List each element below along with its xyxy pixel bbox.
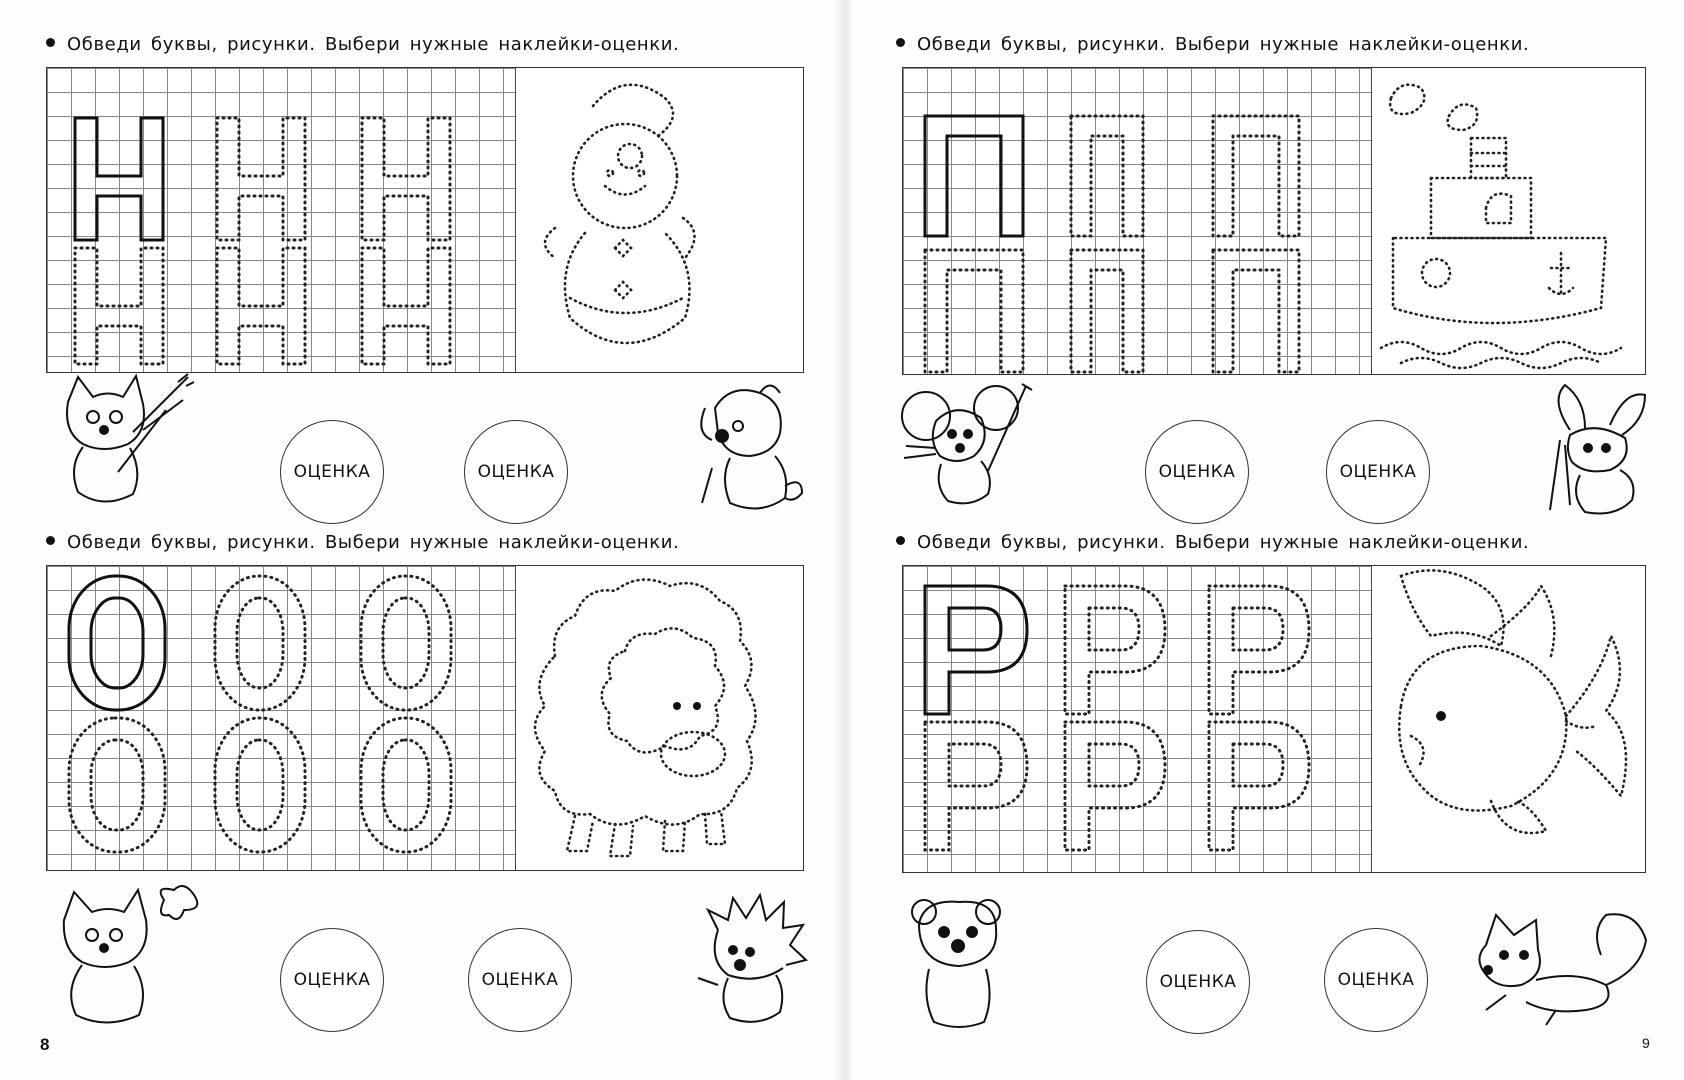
letter-p-dotted	[925, 250, 1023, 372]
grade-sticker-slot[interactable]: ОЦЕНКА	[280, 420, 384, 524]
letter-tracing-area[interactable]	[47, 68, 517, 372]
hedgehog-icon	[688, 890, 808, 1030]
letter-n-dotted	[217, 118, 305, 240]
bear-cub-mascot	[904, 894, 1014, 1039]
instruction-text: Обведи буквы, рисунки. Выбери нужные наклейки-оценки.	[46, 34, 679, 56]
instruction-text: Обведи буквы, рисунки. Выбери нужные наклейки-оценки.	[896, 34, 1529, 56]
letter-r-dotted	[925, 722, 1027, 850]
roly-poly-doll-picture[interactable]	[515, 68, 803, 372]
grade-sticker-slot[interactable]: ОЦЕНКА	[464, 420, 568, 524]
letter-p-dotted	[1213, 250, 1299, 372]
hedgehog-mascot	[688, 890, 808, 1035]
letter-o-dotted	[361, 576, 451, 710]
letter-tracing-area[interactable]	[47, 566, 517, 870]
grade-sticker-slot[interactable]: ОЦЕНКА	[468, 928, 572, 1032]
page-number-left: 8	[40, 1035, 50, 1054]
kitten-icon	[48, 372, 198, 512]
letter-p-solid	[925, 116, 1023, 236]
letter-r-dotted	[1209, 586, 1309, 714]
fish-picture[interactable]	[1371, 566, 1645, 872]
page-number-right: 9	[1642, 1035, 1650, 1051]
letter-p-dotted	[1213, 116, 1299, 236]
steamboat-picture[interactable]	[1371, 68, 1645, 374]
bullet-icon	[896, 536, 905, 545]
bunny-with-carrot-mascot	[1540, 380, 1660, 525]
letter-r-dotted	[1209, 722, 1309, 850]
grade-sticker-slot[interactable]: ОЦЕНКА	[1324, 928, 1428, 1032]
letter-o-dotted	[69, 718, 165, 852]
puppy-with-pencil-mascot	[690, 378, 810, 523]
instruction-text: Обведи буквы, рисунки. Выбери нужные наклейки-оценки.	[896, 532, 1529, 554]
letter-n-dotted	[217, 248, 305, 364]
letter-p-dotted	[1071, 250, 1143, 372]
letter-tracing-area[interactable]	[903, 566, 1373, 872]
tracing-panel	[46, 67, 804, 373]
grade-sticker-slot[interactable]: ОЦЕНКА	[1146, 930, 1250, 1034]
kitten-with-butterfly-mascot	[44, 880, 204, 1035]
instruction-text: Обведи буквы, рисунки. Выбери нужные наклейки-оценки.	[46, 532, 679, 554]
bullet-icon	[46, 38, 55, 47]
grade-sticker-slot[interactable]: ОЦЕНКА	[1326, 420, 1430, 524]
letter-o-dotted	[215, 718, 305, 852]
letter-r-solid	[925, 586, 1027, 714]
grade-sticker-slot[interactable]: ОЦЕНКА	[1145, 420, 1249, 524]
mouse-with-brush-mascot	[896, 376, 1036, 521]
fox-cub-mascot	[1466, 900, 1656, 1035]
kitten-icon	[44, 880, 204, 1030]
book-gutter	[835, 0, 853, 1080]
sheep-picture[interactable]	[515, 566, 803, 870]
letter-o-dotted	[215, 576, 305, 710]
letter-r-dotted	[1065, 722, 1165, 850]
grade-sticker-slot[interactable]: ОЦЕНКА	[280, 928, 384, 1032]
fox-cub-icon	[1466, 900, 1656, 1030]
letter-r-dotted	[1065, 586, 1165, 714]
bullet-icon	[46, 536, 55, 545]
letter-p-dotted	[1071, 116, 1143, 236]
tracing-panel	[902, 67, 1646, 375]
letter-n-dotted	[362, 248, 450, 364]
kitten-with-carrot-mascot	[48, 372, 198, 517]
letter-tracing-area[interactable]	[903, 68, 1373, 374]
puppy-icon	[690, 378, 810, 518]
letter-o-solid	[69, 576, 165, 710]
mouse-icon	[896, 376, 1036, 516]
tracing-panel	[902, 565, 1646, 873]
letter-o-dotted	[361, 718, 451, 852]
bunny-icon	[1540, 380, 1660, 520]
tracing-panel	[46, 565, 804, 871]
bear-cub-icon	[904, 894, 1014, 1034]
bullet-icon	[896, 38, 905, 47]
letter-n-solid	[75, 118, 163, 240]
letter-n-dotted	[362, 118, 450, 240]
letter-n-dotted	[75, 248, 163, 364]
